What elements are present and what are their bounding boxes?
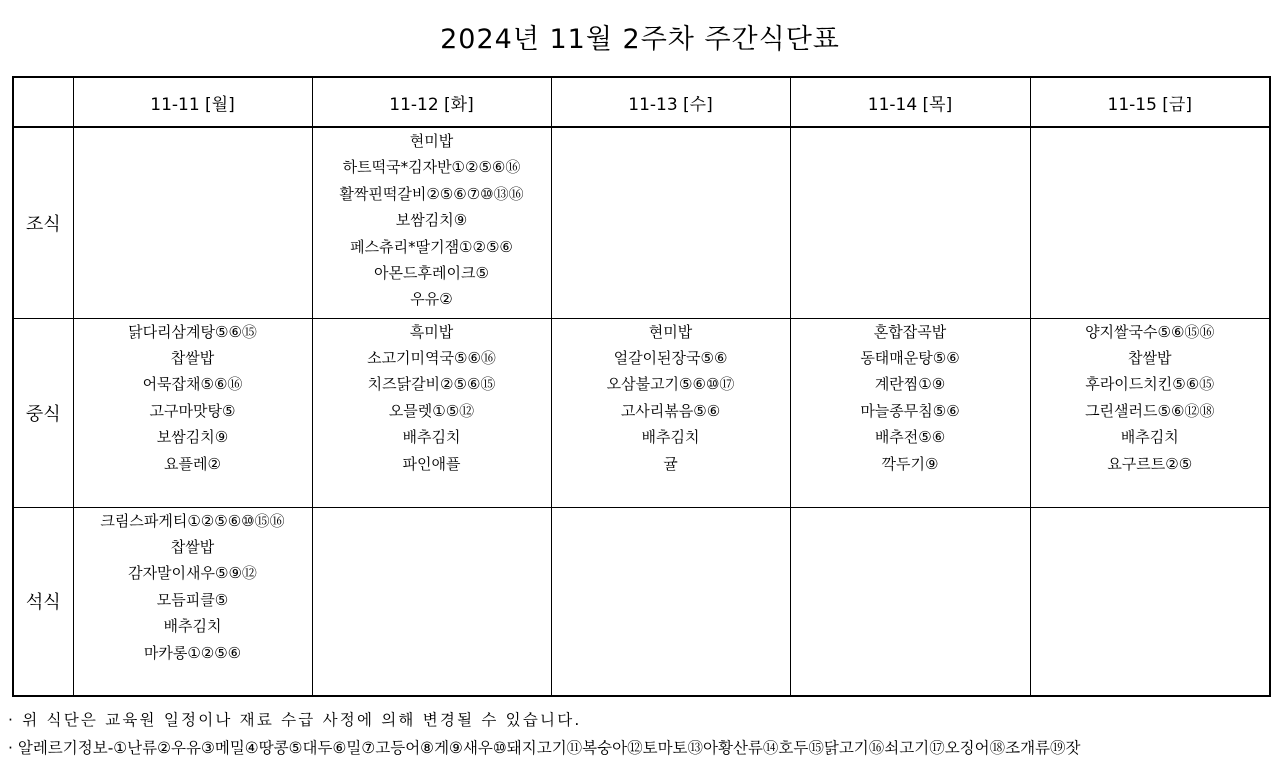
menu-item: 감자말이새우⑤⑨⑫ <box>128 564 257 583</box>
menu-item: 소고기미역국⑤⑥⑯ <box>367 348 496 367</box>
header-row <box>13 77 1270 127</box>
notes <box>8 706 1081 762</box>
menu-item: 오믈렛①⑤⑫ <box>388 401 475 420</box>
menu-item: 보쌈김치⑨ <box>156 428 229 447</box>
meal-row-dinner <box>13 507 1270 696</box>
menu-item: 우유② <box>410 290 453 309</box>
menu-item: 오삼불고기⑤⑥⑩⑰ <box>606 375 735 394</box>
menu-cell <box>790 318 1030 507</box>
day-header: 11-11 [월] <box>73 77 312 127</box>
menu-item: 치즈닭갈비②⑤⑥⑮ <box>367 375 496 394</box>
menu-item: 아몬드후레이크⑤ <box>374 264 489 283</box>
day-header: 11-12 [화] <box>312 77 551 127</box>
meal-label: 중식 <box>13 318 73 507</box>
allergy-info: · 알레르기정보-①난류②우유③메밀④땅콩⑤대두⑥밀⑦고등어⑧게⑨새우⑩돼지고기⑪복숭아⑫토마토⑬아황산류⑭호두⑮닭고기⑯쇠고기⑰오징어⑱조개류⑲잣 <box>8 739 1081 757</box>
menu-item: 요플레② <box>164 454 221 473</box>
menu-item: 찹쌀밥 <box>170 537 215 556</box>
menu-item: 배추전⑤⑥ <box>874 428 946 447</box>
menu-item: 보쌈김치⑨ <box>395 211 468 230</box>
menu-item: 크림스파게티①②⑤⑥⑩⑮⑯ <box>100 511 285 530</box>
menu-item: 찹쌀밥 <box>1128 348 1172 367</box>
day-header: 11-15 [금] <box>1030 77 1270 127</box>
menu-cell <box>1030 127 1270 318</box>
menu-item: 파인애플 <box>402 454 461 473</box>
menu-item: 후라이드치킨⑤⑥⑮ <box>1085 375 1215 394</box>
menu-item: 계란찜①⑨ <box>874 375 946 394</box>
menu-cell <box>312 507 551 696</box>
menu-item: 활짝핀떡갈비②⑤⑥⑦⑩⑬⑯ <box>339 184 524 203</box>
menu-cell <box>73 507 312 696</box>
day-header: 11-13 [수] <box>551 77 790 127</box>
menu-cell <box>1030 318 1270 507</box>
menu-cell <box>790 507 1030 696</box>
menu-item: 어묵잡채⑤⑥⑯ <box>142 375 243 394</box>
menu-item: 고구마맛탕⑤ <box>149 401 236 420</box>
menu-cell <box>312 127 551 318</box>
menu-item: 동태매운탕⑤⑥ <box>860 348 960 367</box>
menu-cell <box>551 127 790 318</box>
meal-label: 조식 <box>13 127 73 318</box>
menu-item: 배추김치 <box>641 428 700 447</box>
corner-cell <box>13 77 73 127</box>
menu-item: 요구르트②⑤ <box>1107 454 1193 473</box>
menu-item: 배추김치 <box>402 428 461 447</box>
menu-item: 현미밥 <box>409 132 454 150</box>
menu-item: 귤 <box>663 454 678 473</box>
menu-item: 얼갈이된장국⑤⑥ <box>613 348 728 367</box>
menu-cell <box>790 127 1030 318</box>
meal-row-lunch <box>13 318 1270 507</box>
menu-item: 모듬피클⑤ <box>156 590 229 609</box>
meal-row-breakfast <box>13 127 1270 318</box>
menu-item: 찹쌀밥 <box>170 348 215 367</box>
menu-item: 하트떡국*김자반①②⑤⑥⑯ <box>342 158 521 177</box>
menu-item: 현미밥 <box>648 322 693 341</box>
meal-label: 석식 <box>13 507 73 696</box>
menu-item: 마카롱①②⑤⑥ <box>143 643 242 662</box>
menu-item: 페스츄리*딸기잼①②⑤⑥ <box>350 237 513 256</box>
menu-item: 혼합잡곡밥 <box>873 322 947 341</box>
page-title: 2024년 11월 2주차 주간식단표 <box>440 24 840 55</box>
day-header: 11-14 [목] <box>790 77 1030 127</box>
menu-item: 닭다리삼계탕⑤⑥⑮ <box>128 322 257 341</box>
weekly-menu-table <box>12 76 1271 697</box>
menu-item: 고사리볶음⑤⑥ <box>620 401 721 420</box>
menu-item: 흑미밥 <box>409 322 454 341</box>
menu-item: 배추김치 <box>1120 428 1179 447</box>
menu-cell <box>312 318 551 507</box>
menu-cell <box>1030 507 1270 696</box>
menu-item: 그린샐러드⑤⑥⑫⑱ <box>1085 401 1215 420</box>
menu-item: 배추김치 <box>163 617 222 636</box>
menu-cell <box>551 507 790 696</box>
menu-item: 양지쌀국수⑤⑥⑮⑯ <box>1085 322 1215 341</box>
menu-cell <box>73 127 312 318</box>
menu-item: 마늘종무침⑤⑥ <box>860 401 960 420</box>
menu-cell <box>551 318 790 507</box>
menu-item: 깍두기⑨ <box>881 454 939 473</box>
menu-cell <box>73 318 312 507</box>
change-notice: · 위 식단은 교육원 일정이나 재료 수급 사정에 의해 변경될 수 있습니다. <box>8 711 582 729</box>
